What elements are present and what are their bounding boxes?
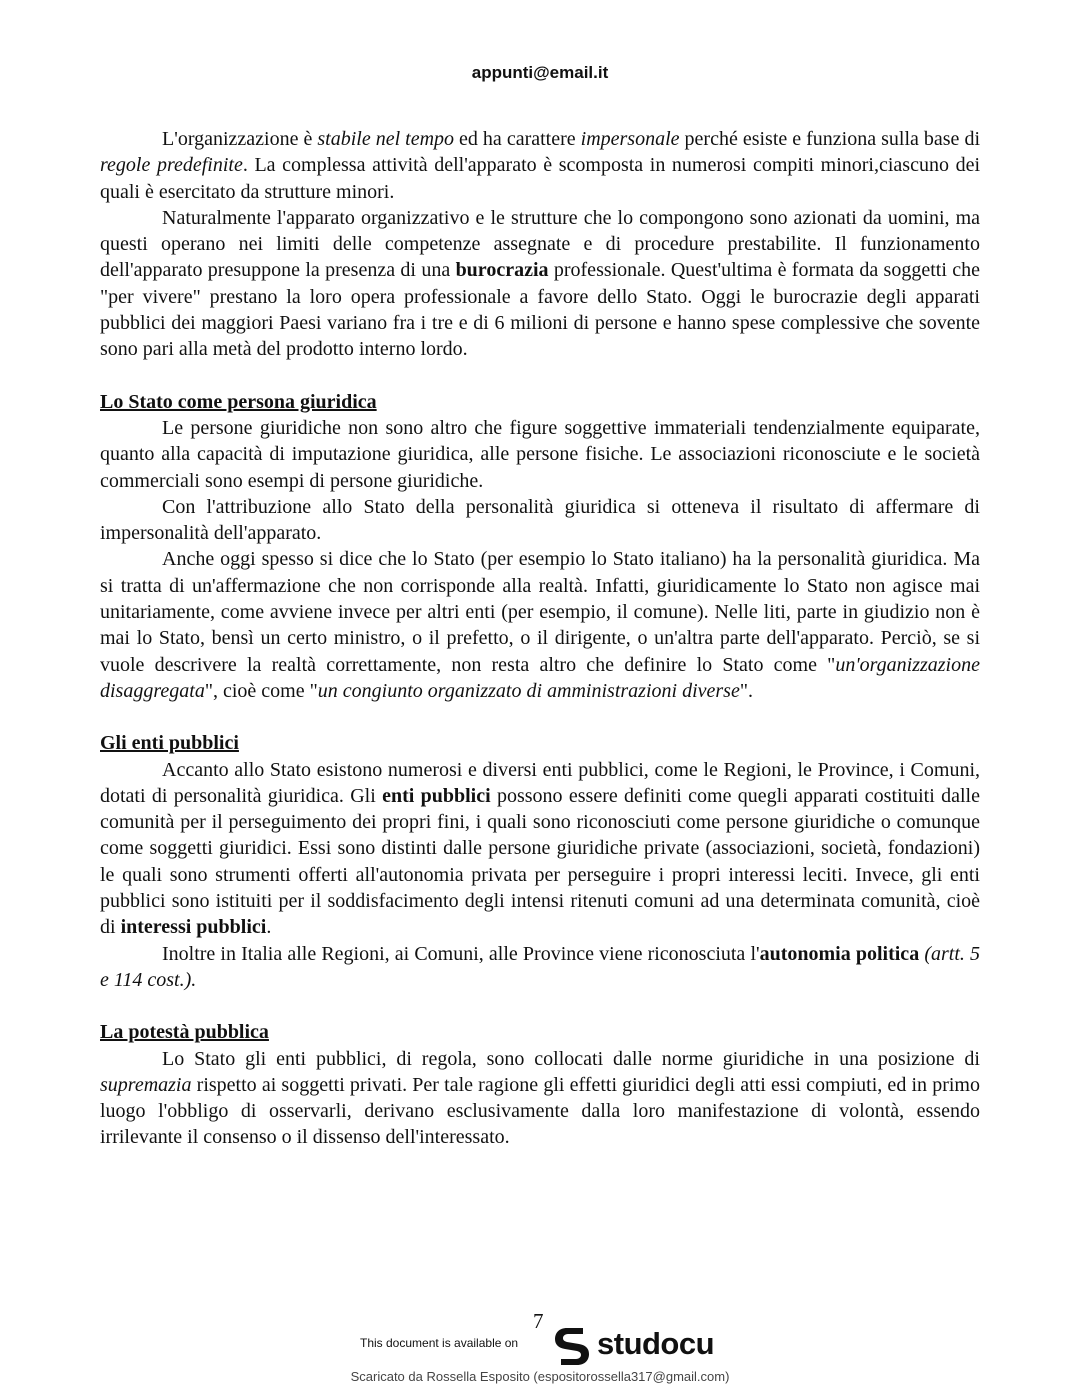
header-email: appunti@email.it <box>471 63 609 82</box>
available-on-text: This document is available on <box>360 1336 519 1350</box>
paragraph: Inoltre in Italia alle Regioni, ai Comuni, alle Province viene riconosciuta l'autonomia politica (artt. 5 e 114 cost.). <box>100 942 981 991</box>
paragraph: Accanto allo Stato esistono numerosi e diversi enti pubblici, come le Regioni, le Province, i Comuni, dotati di personalità giuridica. Gli enti pubblici possono essere definiti come quegli apparati costituiti dalle comunità per il perseguimento dei propri fini, i quali sono riconosciuti come persone giuridiche o comunque come soggetti giuridici. Essi sono distinti dalle persone giuridiche private (associazioni, società, fondazioni) le quali sono strumenti offerti all'autonomia privata per perseguire i propri interessi leciti. Invece, gli enti pubblici sono istituiti per il soddisfacimento degli intensi ritenuti comuni ad una determinata comunità, cioè di interessi pubblici. <box>100 758 980 939</box>
paragraph: L'organizzazione è stabile nel tempo ed ha carattere impersonale perché esiste e funziona sulla base di regole predefinite. La complessa attività dell'apparato è scomposta in numerosi compiti minori,ciascuno dei quali è esercitato da strutture minori. <box>100 128 980 203</box>
document-body <box>100 126 980 1151</box>
paragraph: Con l'attribuzione allo Stato della personalità giuridica si otteneva il risultato di affermare di impersonalità dell'apparato. <box>100 495 980 545</box>
section-heading: Gli enti pubblici <box>100 732 239 755</box>
paragraph: Anche oggi spesso si dice che lo Stato (per esempio lo Stato italiano) ha la personalità giuridica. Ma si tratta di un'affermazione che non corrisponde alla realtà. Infatti, giuridicamente lo Stato non agisce mai unitariamente, come avviene invece per altri enti (per esempio, il comune). Nelle liti, parte in giudizio non è mai lo Stato, bensì un certo ministro, o il prefetto, o il dirigente, o un'altra parte dell'apparato. Perciò, se si vuole descrivere la realtà correttamente, non resta altro che definire lo Stato come "un'organizzazione disaggregata", cioè come "un congiunto organizzato di amministrazioni diverse". <box>100 548 980 702</box>
studocu-logo-icon <box>553 1322 591 1366</box>
paragraph: Naturalmente l'apparato organizzativo e le strutture che lo compongono sono azionati da uomini, ma questi operano nei limiti delle competenze assegnate e di procedure prestabilite. Il funzionamento dell'apparato presuppone la presenza di una burocrazia professionale. Quest'ultima è formata da soggetti che "per vivere" prestano la loro opera professionale a favore dello Stato. Oggi le burocrazie degli apparati pubblici dei maggiori Paesi variano fra i tre e di 6 milioni di persone e hanno spese complessive che sovente sono pari alla metà del prodotto interno lordo. <box>100 206 980 361</box>
studocu-logo[interactable] <box>553 1322 714 1366</box>
section-heading: La potestà pubblica <box>100 1021 269 1044</box>
studocu-logo-text: studocu <box>597 1326 715 1361</box>
section-heading: Lo Stato come persona giuridica <box>100 390 377 413</box>
paragraph: Lo Stato gli enti pubblici, di regola, sono collocati dalle norme giuridiche in una posizione di supremazia rispetto ai soggetti privati. Per tale ragione gli effetti giuridici degli atti essi compiuti, ed in primo luogo l'obbligo di osservarli, derivano esclusivamente dalla loro manifestazione di volontà, essendo irrilevante il consenso o il dissenso dell'interessato. <box>100 1047 980 1149</box>
paragraph: Le persone giuridiche non sono altro che figure soggettive immateriali tendenzialmente equiparate, quanto alla capacità di imputazione giuridica, alle persone fisiche. Le associazioni riconosciute e le società commerciali sono esempi di persone giuridiche. <box>100 416 980 492</box>
download-footer: Scaricato da Rossella Esposito (espositorossella317@gmail.com) <box>350 1369 730 1384</box>
page-number: 7 <box>533 1309 544 1333</box>
